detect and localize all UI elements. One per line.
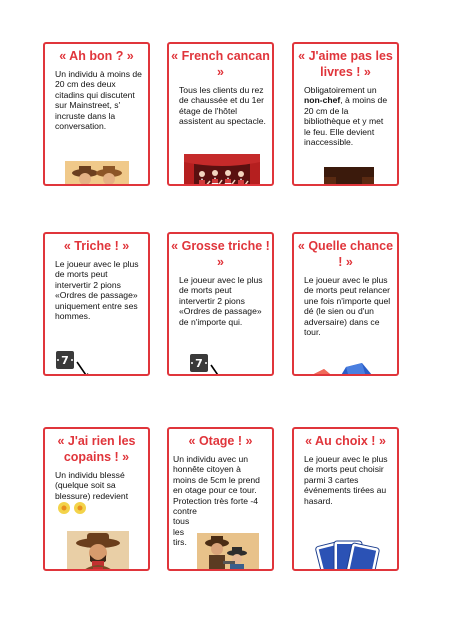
cowboys-talking-illustration	[65, 161, 129, 186]
cowboy-portrait-illustration	[67, 531, 129, 571]
card-text: Le joueur avec le plus de morts peut relancer une fois n'importe quel dé (le sien ou d'un adversaire) dans ce tour.	[304, 275, 391, 338]
event-card-ah-bon	[43, 42, 150, 186]
card-text: Un individu avec un honnête citoyen à moins de 5cm le prend en otage pour ce tour. Protection très forte -4 contre tous les tirs.	[173, 454, 260, 548]
card-title: « Ah bon ? »	[59, 49, 134, 63]
card-text: Un individu blessé (quelque soit sa blessure) redevient	[55, 470, 142, 515]
token-seven: 7	[61, 354, 69, 367]
card-text: Le joueur avec le plus de morts peut choisir parmi 3 cartes événements tirées au hasard.	[304, 454, 388, 506]
card-text: Le joueur avec le plus de morts peut intervertir 2 pions «Ordres de passage» uniquement entre ses hommes.	[55, 259, 139, 322]
event-card-quelle-chance	[292, 232, 399, 402]
event-card-triche	[43, 232, 150, 398]
card-title: « French cancan »	[171, 49, 270, 79]
card-text: Tous les clients du rez de chaussée et du 1er étage de l'hôtel assistent au spectacle.	[179, 85, 266, 127]
card-title: « Au choix ! »	[305, 434, 386, 448]
bandage-star-icon	[55, 501, 89, 515]
event-card-french-cancan	[167, 42, 274, 186]
swap-tokens-illustration: 7 D	[50, 348, 114, 376]
playing-cards-illustration	[311, 533, 383, 571]
hostage-illustration	[197, 533, 259, 571]
event-card-grosse-triche	[167, 232, 274, 401]
cancan-dancers-illustration	[184, 154, 260, 186]
event-card-jai-rien-les-copains	[43, 427, 150, 571]
card-text: Le joueur avec le plus de morts peut intervertir 2 pions «Ordres de passage» de n'importe qui.	[179, 275, 263, 327]
card-text: Obligatoirement un non-chef, à moins de 20 cm de la bibliothèque et y met le feu. Elle devient inaccessible.	[304, 85, 388, 148]
swap-tokens-illustration: 7 D	[184, 351, 248, 376]
event-card-jaime-pas-les-livres	[292, 42, 399, 186]
card-title: « J'aime pas les livres ! »	[298, 49, 393, 79]
card-title: « Triche ! »	[63, 239, 130, 253]
event-card-otage	[167, 427, 274, 571]
burning-library-illustration	[324, 167, 374, 186]
dice-illustration: 5 14	[304, 359, 374, 376]
svg-text:7: 7	[195, 357, 203, 370]
card-title: « Otage ! »	[188, 434, 253, 448]
card-title: « Quelle chance ! »	[297, 239, 394, 269]
event-card-au-choix	[292, 427, 399, 571]
card-title: « Grosse triche ! »	[171, 239, 270, 269]
card-text: Un individu à moins de 20 cm des deux citadins qui discutent sur Mainstreet, s' incruste dans la conversation.	[55, 69, 142, 132]
card-title: « J'ai rien les copains ! »	[57, 434, 136, 464]
